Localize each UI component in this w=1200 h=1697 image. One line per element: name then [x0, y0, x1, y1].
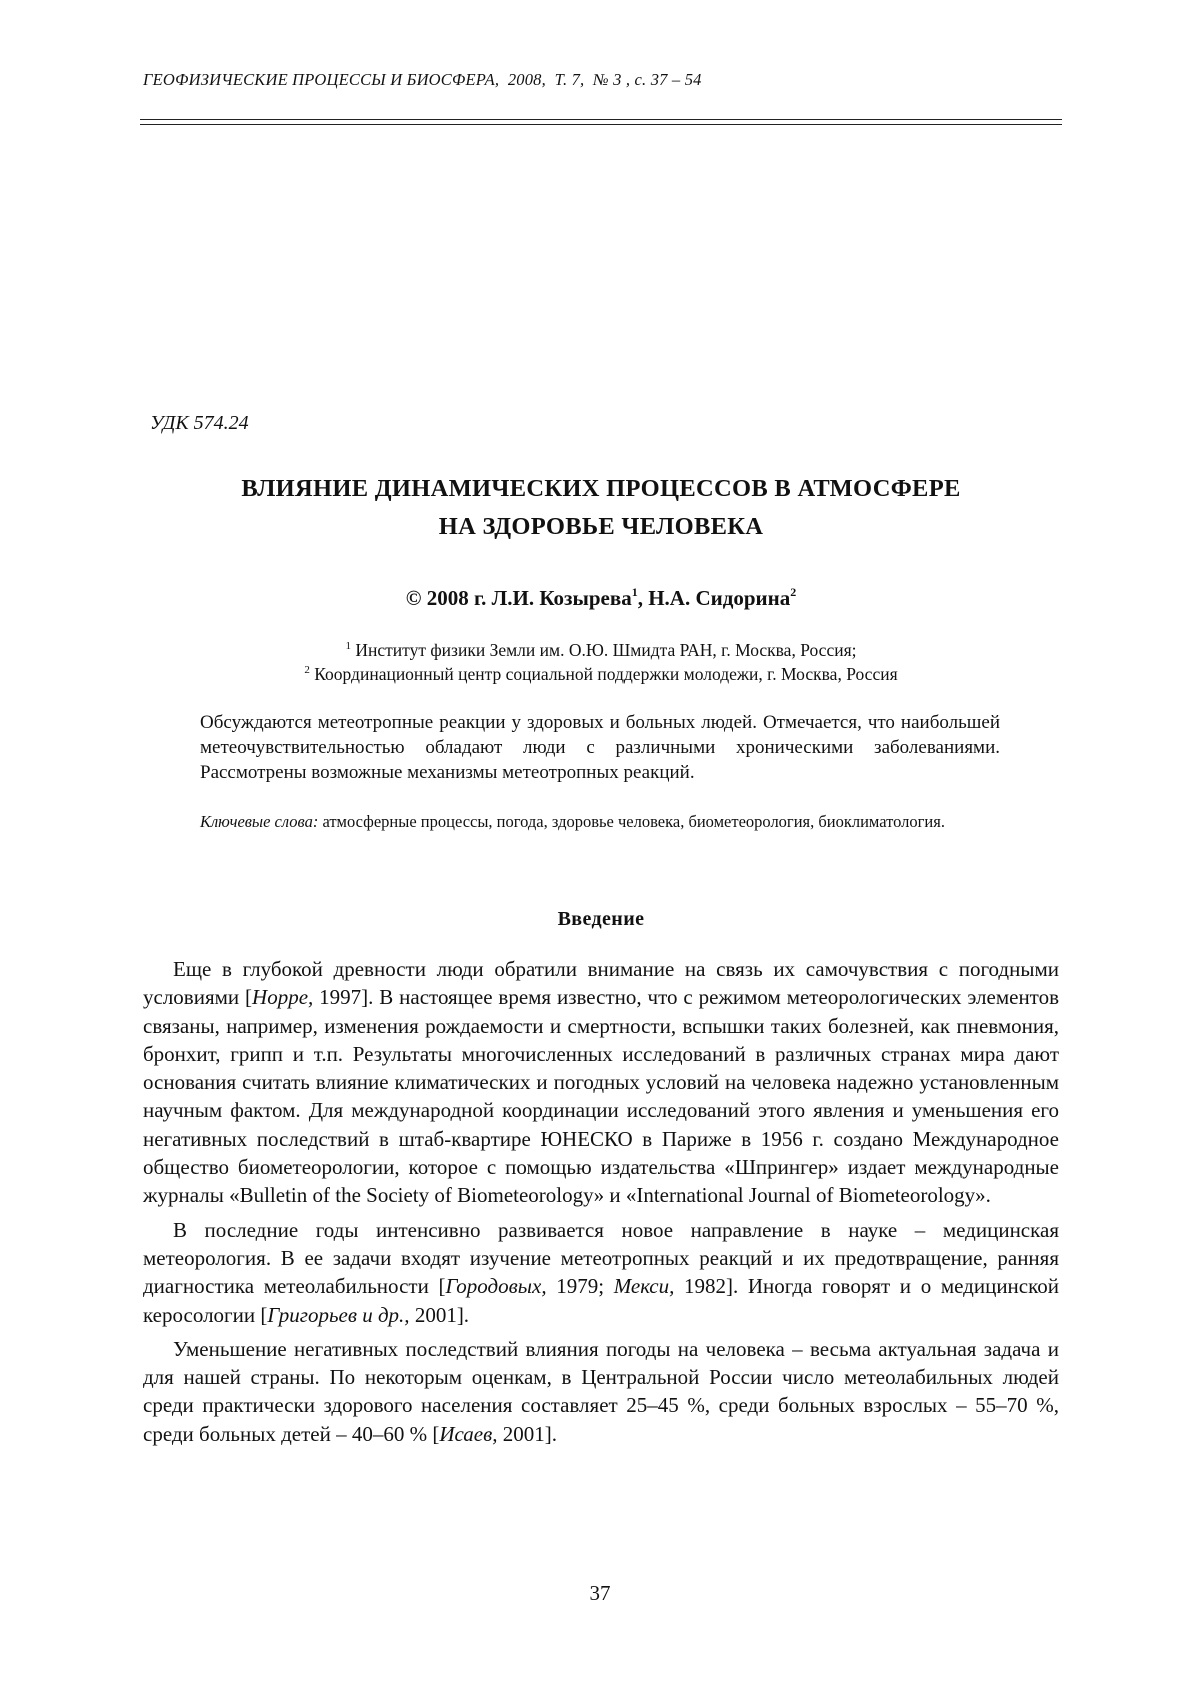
paragraph-2-text-a: В последние годы интенсивно развивается новое направление в науке – медицинская метеорология. В ее задачи входят изучение метеотропных реакций и их предотвращение, ранняя диагностика метеолабильности [ — [143, 1217, 1059, 1299]
article-title — [140, 470, 1062, 546]
paragraph-2-text-b: 1979; — [546, 1274, 614, 1299]
author-1-affiliation-mark: 1 — [631, 585, 638, 599]
authors-prefix: © 2008 г. Л.И. Козырева — [405, 586, 632, 610]
paragraph-2-text-d: 2001]. — [409, 1302, 470, 1327]
citation-isaev: Исаев, — [439, 1421, 498, 1446]
citation-meksi: Мекси, — [613, 1274, 675, 1299]
authors-separator: , Н.А. Сидорина — [637, 586, 791, 610]
paragraph-1-text-a: Еще в глубокой древности люди обратили внимание на связь их самочувствия с погодными условиями [ — [143, 957, 1059, 1010]
paragraph-2 — [143, 1216, 1059, 1329]
authors-line — [140, 586, 1062, 611]
affiliations — [140, 638, 1062, 686]
paragraph-1-text-b: 1997]. В настоящее время известно, что с режимом метеорологических элементов связаны, например, изменения рождаемости и смертности, вспышки таких болезней, как пневмония, бронхит, грипп и т.п. Результаты многочисленных исследований в различных странах мира дают основания считать влияние климатических и погодных условий на человека надежно установленным научным фактом. Для международной координации исследований этого явления и уменьшения его негативных последствий в штаб-квартире ЮНЕСКО в Париже в 1956 г. создано Международное общество биометеорологии, которое с помощью издательства «Шпрингер» издает международные журналы «Bulletin of the Society of Biometeorology» и «International Journal of Biometeorology». — [143, 985, 1060, 1208]
affiliation-1-mark: 1 — [345, 640, 351, 652]
abstract: Обсуждаются метеотропные реакции у здоровых и больных людей. Отмечается, что наибольшей метеочувствительностью обладают люди с различными хроническими заболеваниями. Рассмотрены возможные механизмы метеотропных реакций. — [200, 712, 1000, 783]
article-title-line-1: ВЛИЯНИЕ ДИНАМИЧЕСКИХ ПРОЦЕССОВ В АТМОСФЕРЕ — [241, 475, 961, 502]
paragraph-3-text-b: 2001]. — [497, 1421, 557, 1446]
keywords-label: Ключевые слова: — [200, 812, 319, 831]
body-text — [143, 955, 1059, 1454]
affiliation-1 — [140, 638, 1062, 662]
section-heading-introduction: Введение — [557, 908, 645, 930]
udc-code: УДК 574.24 — [150, 412, 249, 434]
citation-gorodovykh: Городовых, — [445, 1274, 547, 1299]
affiliation-2 — [140, 662, 1062, 686]
paragraph-3 — [143, 1335, 1059, 1448]
citation-grigoriev: Григорьев и др., — [267, 1302, 410, 1327]
affiliation-2-mark: 2 — [304, 664, 310, 676]
running-header: ГЕОФИЗИЧЕСКИЕ ПРОЦЕССЫ И БИОСФЕРА, 2008, Т. 7, № 3 , с. 37 – 54 — [143, 70, 702, 89]
keywords — [200, 811, 1000, 833]
author-2-affiliation-mark: 2 — [790, 585, 797, 599]
paragraph-2-text-c: 1982]. Иногда говорят и о медицинской керосологии [ — [143, 1274, 1059, 1327]
header-rule-top — [140, 119, 1062, 120]
header-rule-bottom — [140, 124, 1062, 125]
keywords-text: атмосферные процессы, погода, здоровье человека, биометеорология, биоклиматология. — [318, 812, 945, 831]
paragraph-3-text-a: Уменьшение негативных последствий влияния погоды на человека – весьма актуальная задача и для нашей страны. По некоторым оценкам, в Центральной России число метеолабильных людей среди практически здорового населения составляет 25–45 %, среди больных взрослых – 55–70 %, среди больных детей – 40–60 % [ — [143, 1336, 1059, 1446]
affiliation-2-text: Координационный центр социальной поддержки молодежи, г. Москва, Россия — [309, 664, 898, 684]
page-number: 37 — [589, 1581, 611, 1605]
paragraph-1 — [143, 955, 1059, 1210]
affiliation-1-text: Институт физики Земли им. О.Ю. Шмидта РАН, г. Москва, Россия; — [351, 640, 857, 660]
citation-hoppe: Hoppe, — [252, 985, 314, 1010]
article-title-line-2: НА ЗДОРОВЬЕ ЧЕЛОВЕКА — [438, 513, 764, 540]
